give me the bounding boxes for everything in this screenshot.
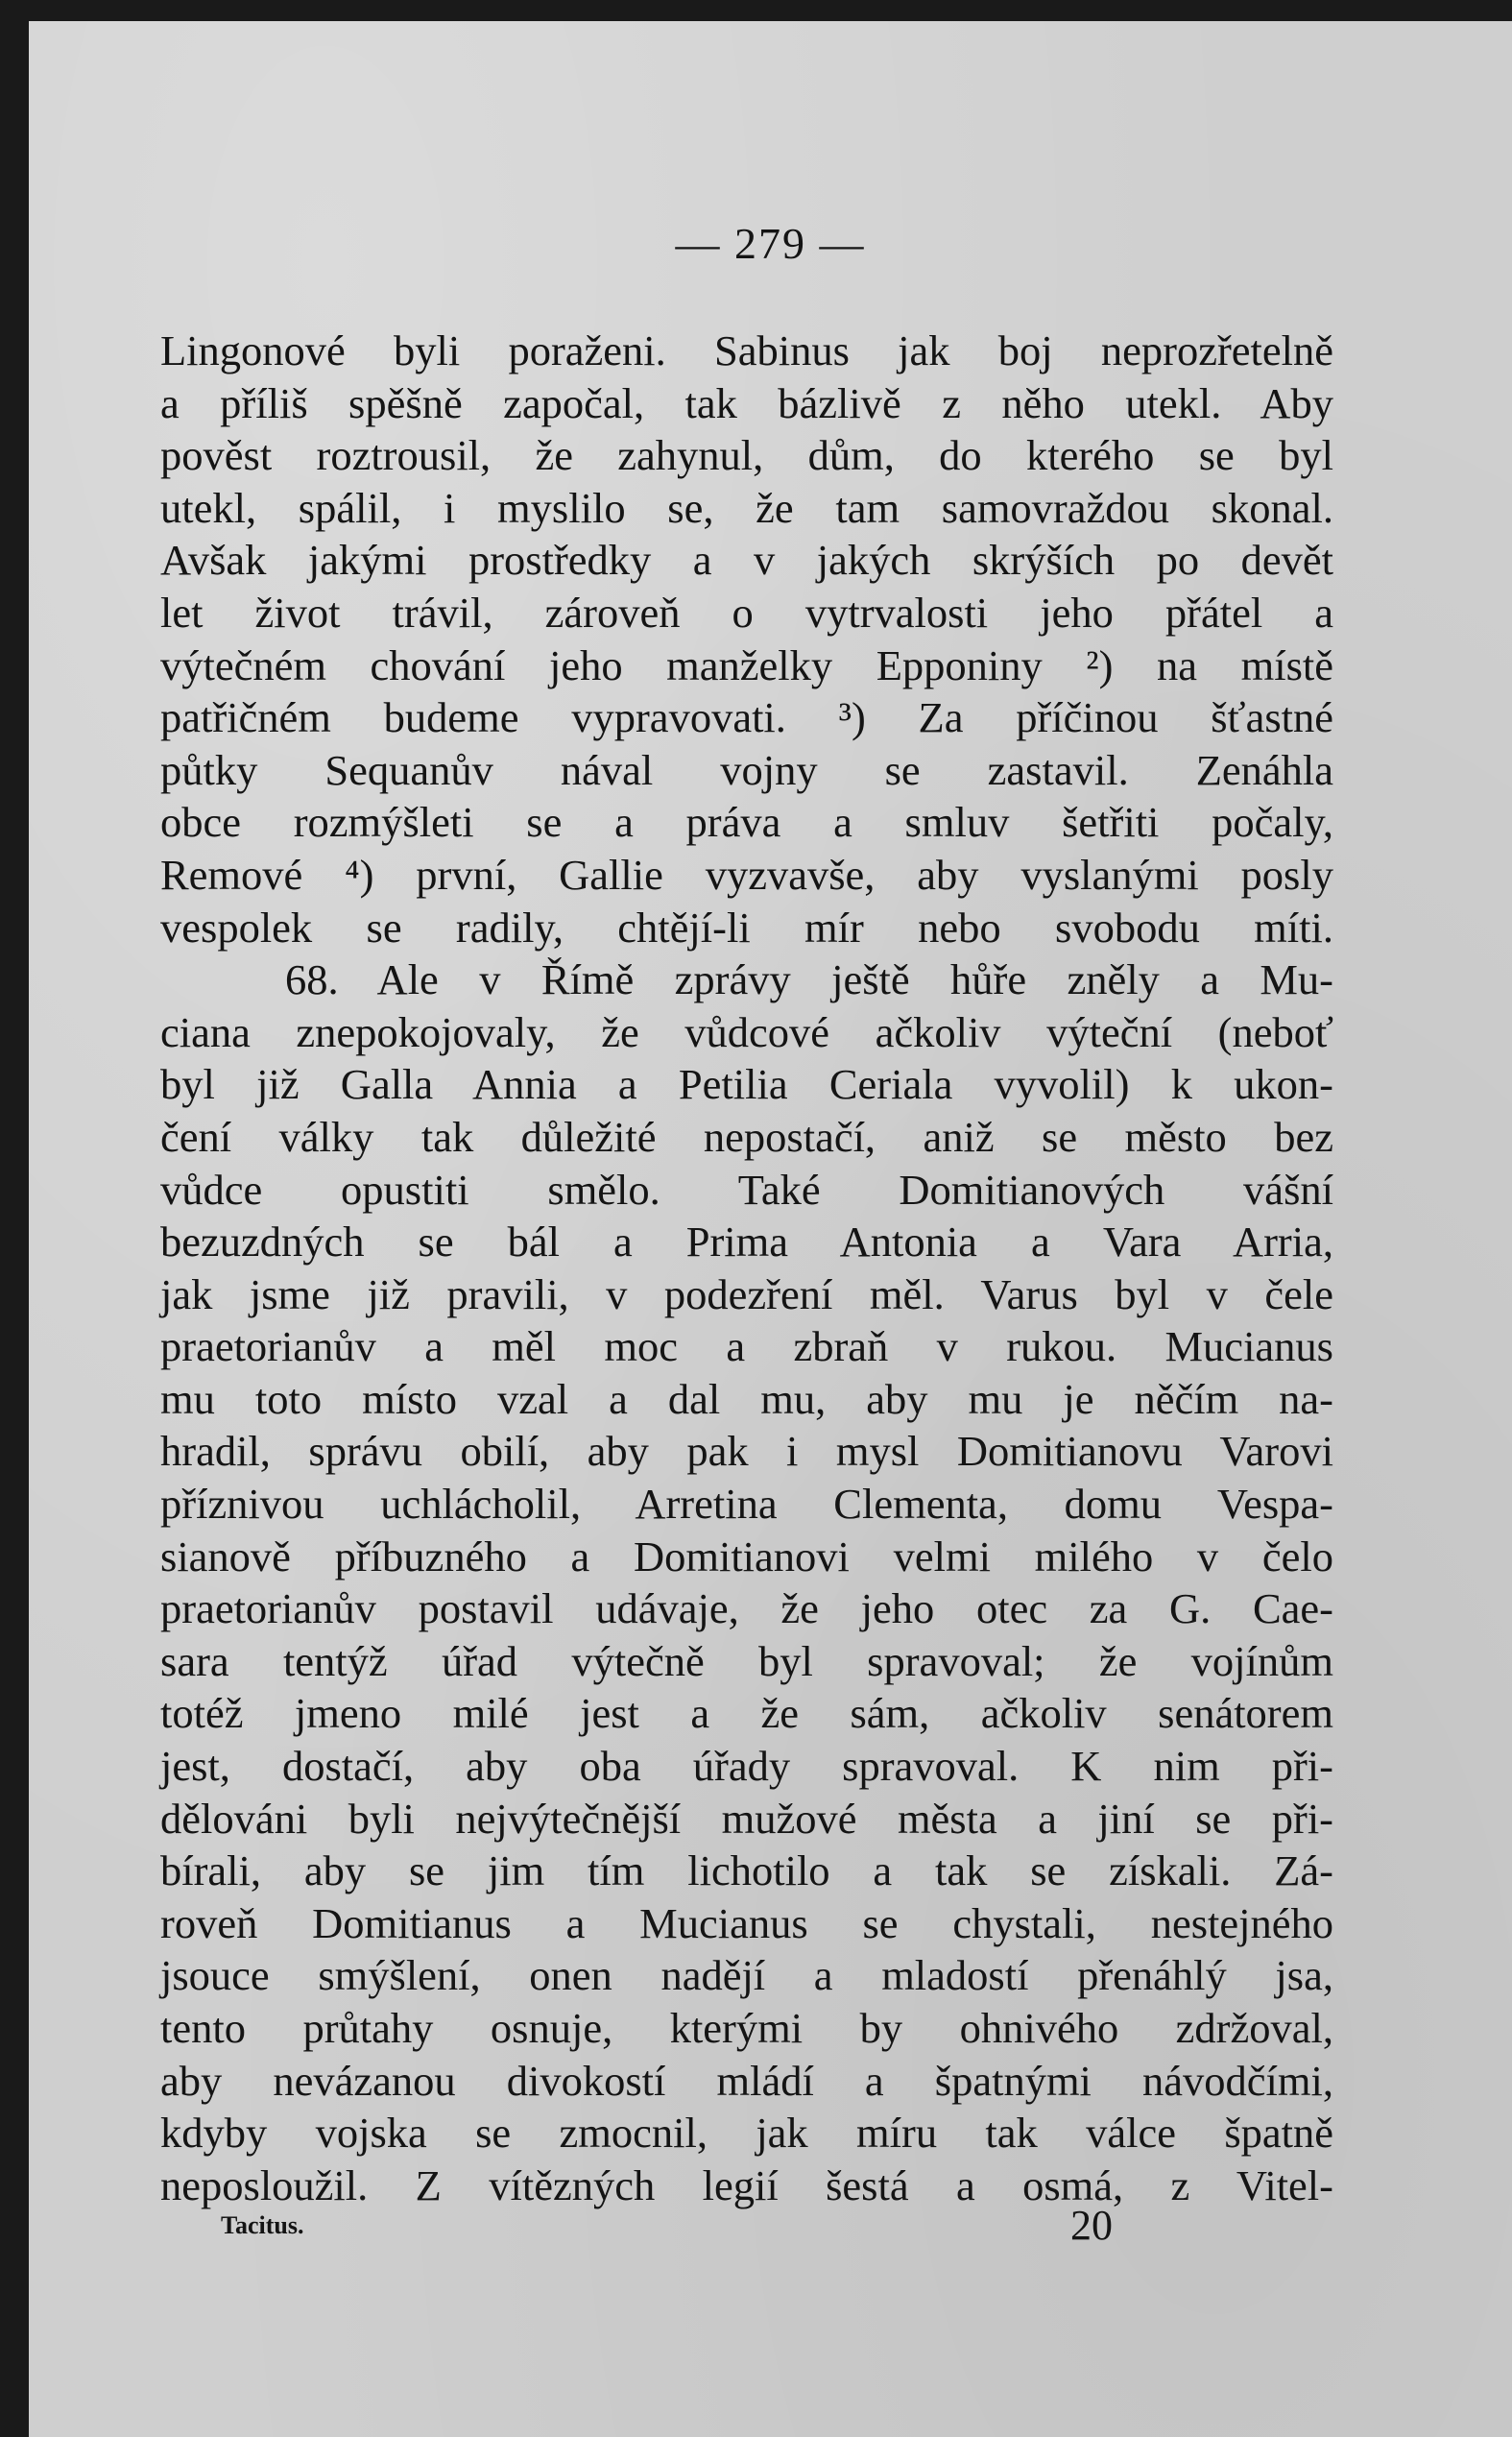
text-line: půtky Sequanův nával vojny se zastavil. Zenáhla <box>160 745 1333 794</box>
text-line: sara tentýž úřad výtečně byl spravoval; že vojínům <box>160 1636 1333 1685</box>
text-line: sianově příbuzného a Domitianovi velmi milého v čelo <box>160 1532 1333 1580</box>
text-line: čení války tak důležité nepostačí, aniž se město bez <box>160 1112 1333 1161</box>
body-text <box>160 325 1333 2211</box>
scanned-book-page <box>29 21 1512 2437</box>
text-line: patřičném budeme vypravovati. ³) Za příčinou šťastné <box>160 693 1333 742</box>
text-line: kdyby vojska se zmocnil, jak míru tak válce špatně <box>160 2109 1333 2158</box>
text-line: 68. Ale v Římě zprávy ještě hůře zněly a Mu- <box>285 955 1333 1004</box>
text-line: výtečném chování jeho manželky Epponiny ²) na místě <box>160 640 1333 689</box>
text-line: tento průtahy osnuje, kterými by ohnivého zdržoval, <box>160 2004 1333 2052</box>
text-line: praetorianův postavil udávaje, že jeho otec za G. Cae- <box>160 1584 1333 1633</box>
text-line: totéž jmeno milé jest a že sám, ačkoliv senátorem <box>160 1689 1333 1738</box>
text-line: Avšak jakými prostředky a v jakých skrýších po devět <box>160 536 1333 585</box>
text-line: vůdce opustiti smělo. Také Domitianových vášní <box>160 1165 1333 1214</box>
text-line: jsouce smýšlení, onen nadějí a mladostí přenáhlý jsa, <box>160 1951 1333 2000</box>
text-line: a příliš spěšně započal, tak bázlivě z něho utekl. Aby <box>160 378 1333 427</box>
text-line: Remové ⁴) první, Gallie vyzvavše, aby vyslanými posly <box>160 850 1333 899</box>
text-line: mu toto místo vzal a dal mu, aby mu je něčím na- <box>160 1374 1333 1423</box>
text-line: jest, dostačí, aby oba úřady spravoval. K nim při- <box>160 1742 1333 1791</box>
page-number: — 279 — <box>675 219 866 268</box>
text-line: let život trávil, zároveň o vytrvalosti jeho přátel a <box>160 588 1333 637</box>
text-line: hradil, správu obilí, aby pak i mysl Domitianovu Varovi <box>160 1427 1333 1476</box>
text-line: neposloužil. Z vítězných legií šestá a osmá, z Vitel- <box>160 2160 1333 2209</box>
text-line: obce rozmýšleti se a práva a smluv šetřiti počaly, <box>160 798 1333 847</box>
text-line: utekl, spálil, i myslilo se, že tam samovraždou skonal. <box>160 483 1333 532</box>
text-line: příznivou uchlácholil, Arretina Clementa, domu Vespa- <box>160 1480 1333 1529</box>
text-line: ciana znepokojovaly, že vůdcové ačkoliv výteční (neboť <box>160 1007 1333 1056</box>
text-line: pověst roztrousil, že zahynul, dům, do kterého se byl <box>160 431 1333 480</box>
text-line: jak jsme již pravili, v podezření měl. Varus byl v čele <box>160 1269 1333 1318</box>
text-line: roveň Domitianus a Mucianus se chystali, nestejného <box>160 1898 1333 1947</box>
text-line: byl již Galla Annia a Petilia Ceriala vyvolil) k ukon- <box>160 1060 1333 1109</box>
text-line: dělováni byli nejvýtečnější mužové města a jiní se při- <box>160 1794 1333 1843</box>
text-line: bírali, aby se jim tím lichotilo a tak se získali. Zá- <box>160 1846 1333 1895</box>
text-line: Lingonové byli poraženi. Sabinus jak boj neprozřetelně <box>160 326 1333 374</box>
text-line: bezuzdných se bál a Prima Antonia a Vara Arria, <box>160 1218 1333 1267</box>
footer-signature: Tacitus. <box>221 2211 304 2239</box>
text-line: praetorianův a měl moc a zbraň v rukou. Mucianus <box>160 1322 1333 1371</box>
text-line: vespolek se radily, chtějí-li mír nebo svobodu míti. <box>160 903 1333 952</box>
sheet-number: 20 <box>1070 2202 1113 2249</box>
text-line: aby nevázanou divokostí mládí a špatnými návodčími, <box>160 2056 1333 2105</box>
